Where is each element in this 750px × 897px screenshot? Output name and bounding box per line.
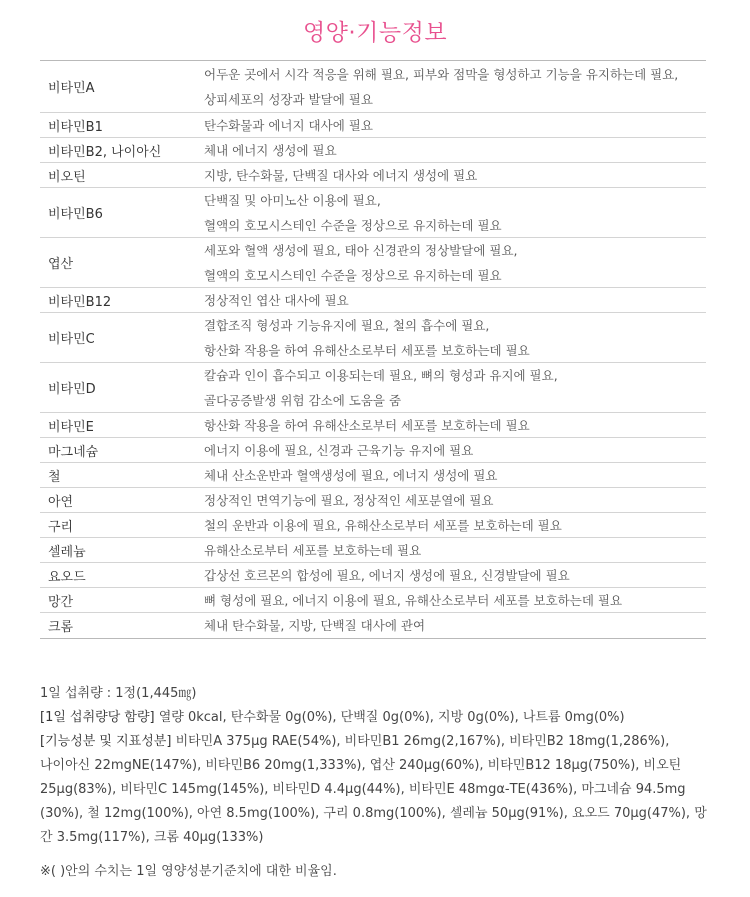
- nutrient-name: 요오드: [48, 569, 86, 585]
- table-row: [40, 563, 706, 588]
- nutrient-function: [202, 188, 706, 238]
- nutrient-function: [202, 163, 706, 188]
- function-line: 지방, 탄수화물, 단백질 대사와 에너지 생성에 필요: [204, 167, 478, 183]
- nutrient-name: 비타민B1: [48, 119, 103, 135]
- nutrient-function: [202, 588, 706, 613]
- nutrient-function: [202, 563, 706, 588]
- nutrient-name: 비타민B6: [48, 207, 103, 222]
- function-line: 항산화 작용을 하여 유해산소로부터 세포를 보호하는데 필요: [204, 342, 530, 358]
- table-row: [40, 188, 706, 238]
- nutrient-function: [202, 288, 706, 313]
- nutrient-name: 비타민B2, 나이아신: [48, 144, 162, 160]
- nutrient-name: 셀레늄: [48, 544, 86, 560]
- nutrient-name: 비타민A: [48, 81, 95, 96]
- functional-tag: [기능성분 및 지표성분]: [40, 734, 172, 749]
- nutrient-name: 엽산: [48, 257, 74, 272]
- function-line: 칼슘과 인이 흡수되고 이용되는데 필요, 뼈의 형성과 유지에 필요,: [204, 367, 558, 383]
- functional-line-3: 25μg(83%), 비타민C 145mg(145%), 비타민D 4.4μg(44%), 비타민E 48mgα-TE(436%), 마그네슘 94.5mg: [40, 782, 686, 797]
- table-row: [40, 588, 706, 613]
- nutrient-name: 비타민D: [48, 382, 96, 397]
- functional-line-4: (30%), 철 12mg(100%), 아연 8.5mg(100%), 구리 0.8mg(100%), 셀레늄 50μg(91%), 요오드 70μg(47%), 망: [40, 806, 707, 821]
- nutrient-function: [202, 138, 706, 163]
- nutrient-function: [202, 62, 706, 112]
- nutrient-function: [202, 513, 706, 538]
- function-line: 결합조직 형성과 기능유지에 필요, 철의 흡수에 필요,: [204, 317, 490, 333]
- function-line: 철의 운반과 이용에 필요, 유해산소로부터 세포를 보호하는데 필요: [204, 517, 562, 533]
- nutrient-function: [202, 238, 706, 288]
- nutrient-function: [202, 313, 706, 363]
- nutrient-name: 망간: [48, 594, 74, 610]
- nutrient-name: 크롬: [48, 620, 74, 635]
- table-row: [40, 61, 706, 113]
- table-row: [40, 463, 706, 488]
- function-line: 혈액의 호모시스테인 수준을 정상으로 유지하는데 필요: [204, 267, 502, 283]
- functional-line-1: [40, 730, 710, 754]
- nutrient-name: 비타민E: [48, 419, 94, 435]
- functional-line-5: 간 3.5mg(117%), 크롬 40μg(133%): [40, 830, 264, 845]
- daily-intake: 1일 섭취량 : 1정(1,445㎎): [40, 686, 197, 701]
- table-row: [40, 538, 706, 563]
- function-line: 항산화 작용을 하여 유해산소로부터 세포를 보호하는데 필요: [204, 417, 530, 433]
- nutrient-name: 비타민B12: [48, 294, 112, 310]
- per-day-tag: [1일 섭취량당 함량]: [40, 710, 155, 725]
- function-line: 체내 탄수화물, 지방, 단백질 대사에 관여: [204, 618, 426, 633]
- function-line: 정상적인 엽산 대사에 필요: [204, 292, 349, 308]
- function-line: 혈액의 호모시스테인 수준을 정상으로 유지하는데 필요: [204, 217, 502, 233]
- footnote: ※( )안의 수치는 1일 영양성분기준치에 대한 비율임.: [40, 864, 337, 879]
- table-row: [40, 138, 706, 163]
- nutrient-function: [202, 438, 706, 463]
- nutrient-function: [202, 463, 706, 488]
- nutrient-function: [202, 113, 706, 138]
- nutrient-function: [202, 538, 706, 563]
- nutrient-function: [202, 488, 706, 513]
- function-line: 갑상선 호르몬의 합성에 필요, 에너지 생성에 필요, 신경발달에 필요: [204, 567, 570, 583]
- nutrition-info: [40, 682, 710, 850]
- table-row: [40, 413, 706, 438]
- nutrient-name: 마그네슘: [48, 444, 99, 460]
- table-row: [40, 513, 706, 538]
- page-title: 영양·기능정보: [302, 20, 448, 46]
- table-row: [40, 163, 706, 188]
- function-line: 유해산소로부터 세포를 보호하는데 필요: [204, 542, 422, 558]
- function-line: 체내 에너지 생성에 필요: [204, 142, 337, 158]
- nutrient-name: 비오틴: [48, 169, 86, 185]
- table-row: [40, 488, 706, 513]
- function-line: 어두운 곳에서 시각 적응을 위해 필요, 피부와 점막을 형성하고 기능을 유지하는데 필요,: [204, 66, 679, 82]
- nutrient-function-table: [40, 60, 706, 639]
- per-day-text: 열량 0kcal, 탄수화물 0g(0%), 단백질 0g(0%), 지방 0g(0%), 나트륨 0mg(0%): [154, 710, 625, 725]
- nutrient-name: 아연: [48, 494, 74, 510]
- per-day-content: [40, 706, 710, 730]
- table-row: [40, 238, 706, 288]
- table-row: [40, 613, 706, 638]
- table-row: [40, 438, 706, 463]
- functional-line-2: 나이아신 22mgNE(147%), 비타민B6 20mg(1,333%), 엽산 240μg(60%), 비타민B12 18μg(750%), 비오틴: [40, 758, 682, 773]
- function-line: 탄수화물과 에너지 대사에 필요: [204, 117, 373, 133]
- function-line: 에너지 이용에 필요, 신경과 근육기능 유지에 필요: [204, 442, 474, 458]
- nutrient-function: [202, 613, 706, 638]
- function-line: 골다공증발생 위험 감소에 도움을 줌: [204, 392, 402, 408]
- table-row: [40, 288, 706, 313]
- functional-text-1: 비타민A 375μg RAE(54%), 비타민B1 26mg(2,167%), 비타민B2 18mg(1,286%),: [171, 734, 670, 749]
- function-line: 뼈 형성에 필요, 에너지 이용에 필요, 유해산소로부터 세포를 보호하는데 필요: [204, 592, 623, 608]
- table-row: [40, 363, 706, 413]
- function-line: 상피세포의 성장과 발달에 필요: [204, 91, 373, 107]
- nutrient-name: 비타민C: [48, 332, 95, 347]
- function-line: 체내 산소운반과 혈액생성에 필요, 에너지 생성에 필요: [204, 467, 498, 483]
- nutrient-name: 구리: [48, 519, 74, 535]
- table-row: [40, 113, 706, 138]
- nutrient-function: [202, 363, 706, 413]
- table-row: [40, 313, 706, 363]
- function-line: 정상적인 면역기능에 필요, 정상적인 세포분열에 필요: [204, 492, 494, 508]
- function-line: 단백질 및 아미노산 이용에 필요,: [204, 192, 381, 208]
- nutrient-function: [202, 413, 706, 438]
- function-line: 세포와 혈액 생성에 필요, 태아 신경관의 정상발달에 필요,: [204, 242, 518, 258]
- nutrient-name: 철: [48, 469, 61, 485]
